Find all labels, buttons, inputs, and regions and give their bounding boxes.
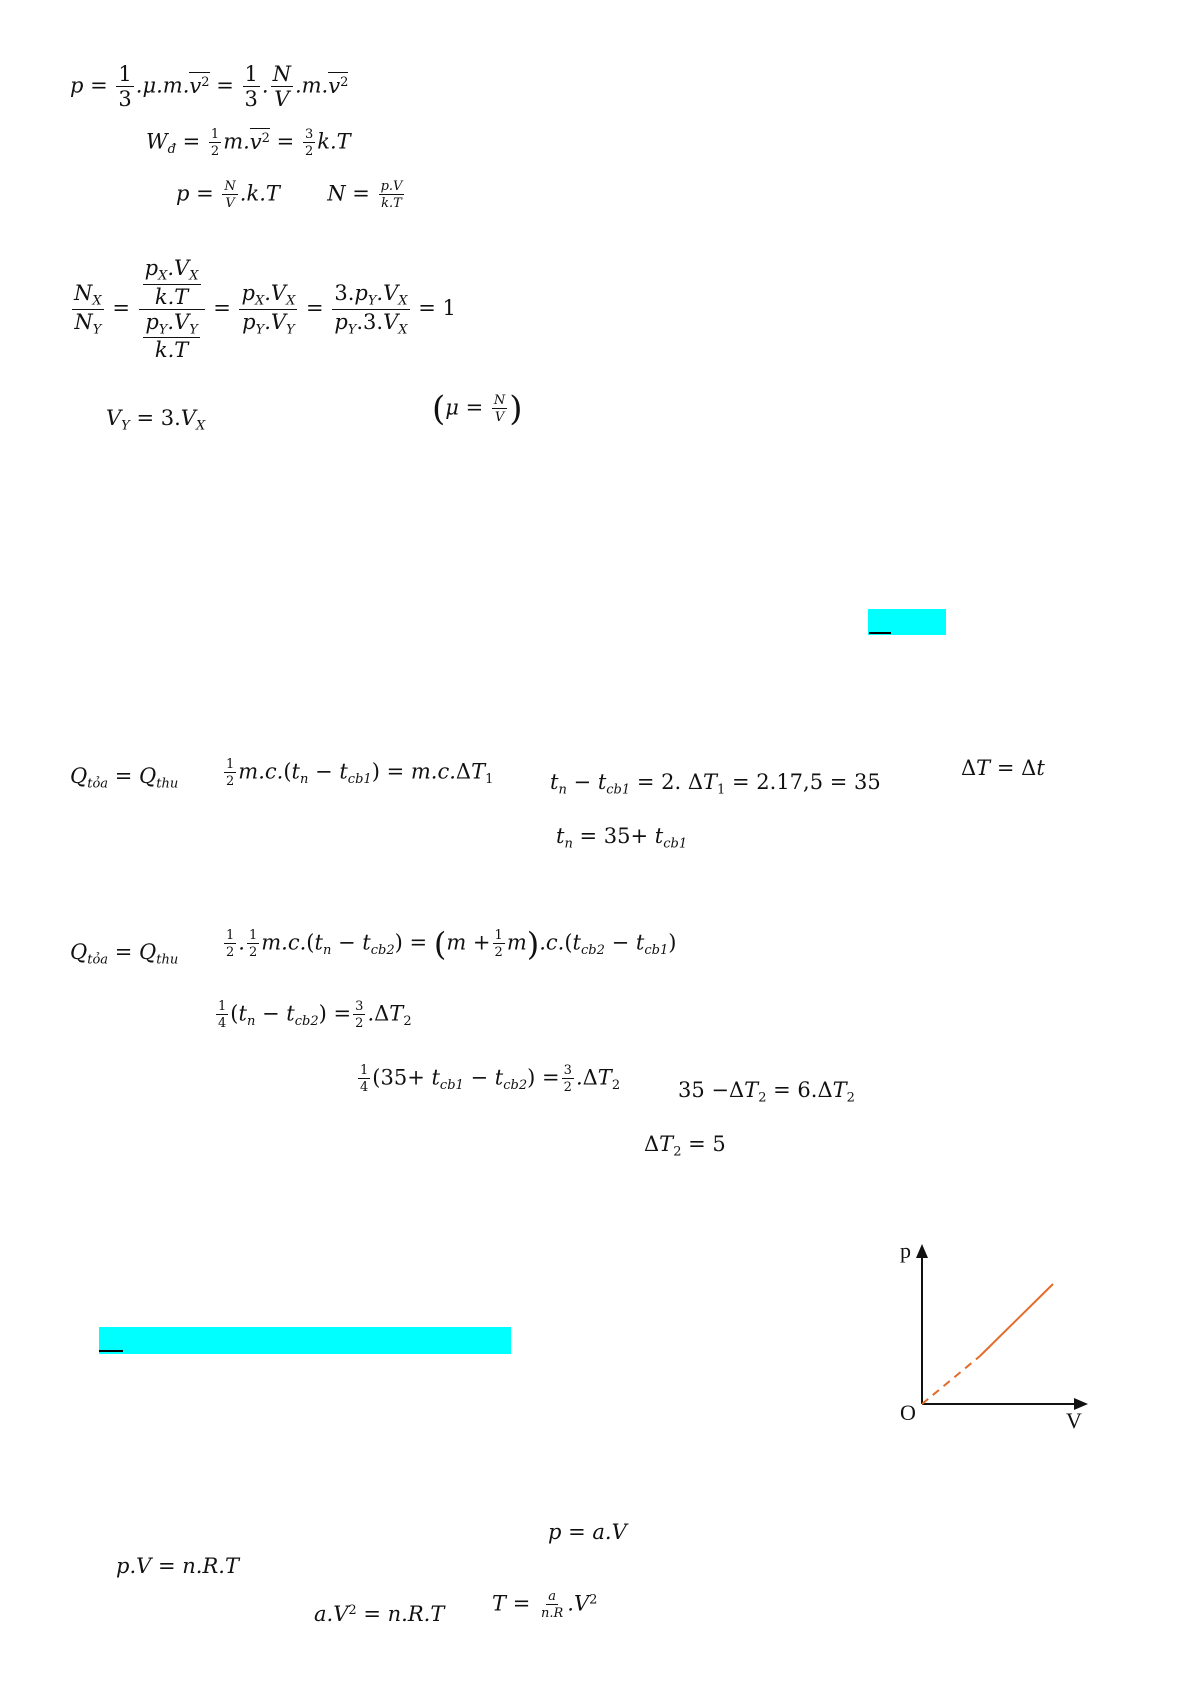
frac-den: 2: [355, 1016, 364, 1031]
frac-num: 3: [355, 999, 364, 1014]
frac-num: 3: [304, 127, 314, 142]
equation-kinetic-energy: $W_đ$ = $\frac{1}{2}$ $m.v^2$ = $\frac{3}{2}$ k.T: [146, 127, 351, 159]
frac-den: 2: [226, 945, 235, 960]
origin-label: O: [900, 1400, 916, 1425]
frac-num: 1: [218, 999, 227, 1014]
equation-density-definition: (μ = $\frac{N}{V}$ ): [432, 389, 523, 429]
equation-heat-balance-2: $Q_{tỏa} = Q_{thu}$: [70, 940, 179, 968]
frac-num: 1: [248, 928, 258, 943]
frac-den: 4: [218, 1016, 227, 1031]
frac-num: 1: [210, 127, 220, 142]
frac-den: 4: [360, 1080, 369, 1095]
equation-delta-T2-result: $\Delta T_2 = 5$: [644, 1132, 726, 1160]
highlight-box-2: [99, 1327, 511, 1354]
frac-den: k.T: [154, 338, 189, 363]
frac-den: V: [274, 87, 290, 111]
equation-tn: $t_n = 35+ t_{cb1}$: [556, 824, 688, 852]
frac-num: N: [224, 179, 236, 194]
equation-temperature-difference-1: $t_n - t_{cb1} = 2$. $\Delta T_1 = 2.17,5 = 35$: [550, 770, 881, 798]
y-axis-arrow: [916, 1244, 928, 1258]
frac-den: k.T: [154, 284, 189, 309]
equation-quarter-balance: $\frac{1}{4}$ $(t_n - t_{cb2})$ = $\frac{3}{2}$ $.\Delta T_2$: [218, 999, 412, 1031]
equation-heat-balance-2-expanded: $\frac{1}{2}$ . $\frac{1}{2}$ $m.c.(t_n - t_{cb2}) = (m$ + $\frac{1}{2}$ $m).c.(t_{cb2} - t_{cb1})$: [226, 925, 677, 963]
equation-substituted-balance: $\frac{1}{4}$ $(35+ t_{cb1} - t_{cb2})$ = $\frac{3}{2}$ $.\Delta T_2$: [360, 1063, 621, 1095]
frac-den: n.R: [540, 1606, 564, 1621]
equation-solve-delta-T2: $35 -\Delta T_2 = 6.\Delta T_2$: [678, 1078, 855, 1106]
equation-heat-balance-1-expanded: $\frac{1}{2}$ $m.c.(t_n - t_{cb1}) = m.c.\Delta T_1$: [226, 757, 494, 789]
frac-num: 1: [360, 1063, 369, 1078]
frac-num: 1: [118, 62, 132, 86]
graph-line-dashed: [922, 1356, 980, 1404]
equation-ideal-gas-law: p.V = n.R.T: [116, 1554, 239, 1578]
y-axis-label: p: [900, 1238, 911, 1263]
p-v-graph: [880, 1230, 1100, 1430]
highlight-underline-2: [99, 1350, 123, 1352]
frac-num: 1: [226, 757, 235, 772]
equation-pressure: p = $\frac{1}{3}$ $.\mu.m.v^2$ = $\frac{1}{3}$ . $\frac{N}{V}$ $.m.v^2$: [70, 62, 349, 111]
equation-particle-ratio: $\frac{N_X}{N_Y}$ = $\frac{\frac{p_X.V_X}{k.T}}{\frac{p_Y.V_Y}{k.T}}$ = $\frac{p_X.V_X}{p_Y.V_Y}$ = $\frac{3.p_Y.V_X}{p_Y.3.V_X}$ = 1: [74, 256, 456, 363]
frac-den: 3: [244, 87, 258, 111]
frac-num: N: [272, 62, 291, 86]
highlight-underline-1: [869, 632, 891, 634]
equation-ideal-gas-molecular: p = $\frac{N}{V}$ .k.T N = $\frac{p.V}{k.T}$: [176, 179, 403, 211]
equation-delta-T-equals-delta-t: ΔT = Δt: [961, 756, 1045, 780]
frac-den: 2: [226, 774, 235, 789]
frac-num: a: [548, 1589, 557, 1604]
frac-num: p.V: [380, 179, 403, 194]
frac-num: 3: [563, 1063, 572, 1078]
equation-volume-relation: $V_Y = 3.V_X$: [106, 406, 206, 434]
equation-heat-balance-1: $Q_{tỏa} = Q_{thu}$: [70, 764, 179, 792]
frac-den: k.T: [381, 196, 402, 211]
frac-num: 1: [494, 928, 503, 943]
frac-den: 2: [210, 144, 220, 159]
frac-num: 1: [244, 62, 258, 86]
frac-den: V: [494, 410, 505, 425]
frac-den: 3: [118, 87, 132, 111]
equation-p-equals-aV: p = a.V: [548, 1520, 627, 1544]
frac-den: 2: [494, 945, 503, 960]
frac-den: 2: [304, 144, 314, 159]
x-axis-label: V: [1066, 1408, 1082, 1430]
graph-line-solid: [980, 1284, 1053, 1356]
equation-aV2: $a.V^2 = n.R.T$: [314, 1602, 445, 1627]
frac-den: V: [225, 196, 235, 211]
frac-num: 1: [226, 928, 235, 943]
frac-den: 2: [563, 1080, 572, 1095]
frac-num: N: [493, 393, 506, 408]
equation-temperature-function: T = $\frac{a}{n.R}$ $.V^2$: [492, 1589, 598, 1621]
frac-den: 2: [248, 945, 258, 960]
